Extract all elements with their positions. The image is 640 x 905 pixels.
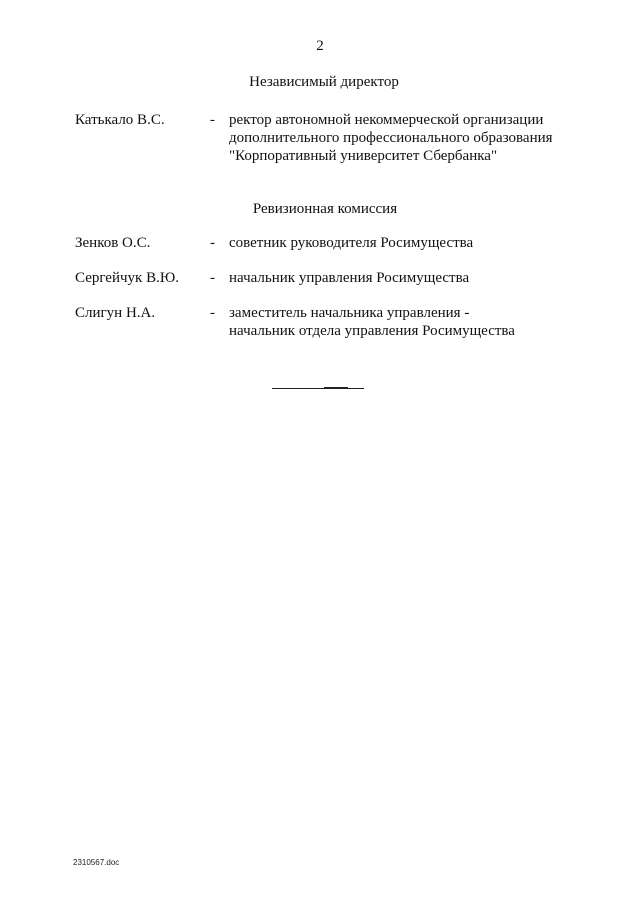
member-description: [229, 234, 473, 252]
section-heading-audit-commission: Ревизионная комиссия: [252, 201, 398, 217]
member-description: [229, 111, 553, 165]
description-line: начальник управления Росимущества: [229, 270, 470, 286]
member-name: Слигун Н.А.: [75, 305, 156, 321]
member-dash: -: [210, 270, 215, 286]
description-line: советник руководителя Росимущества: [229, 235, 474, 251]
member-name: Катькало В.С.: [75, 112, 165, 128]
member-name: Сергейчук В.Ю.: [75, 270, 179, 286]
description-line: "Корпоративный университет Сбербанка": [229, 148, 498, 164]
page-number: 2: [316, 38, 324, 54]
description-line: дополнительного профессионального образования: [229, 130, 553, 146]
member-description: [229, 304, 515, 340]
description-line: начальник отдела управления Росимущества: [229, 323, 515, 339]
end-of-list-rule: [272, 388, 364, 389]
member-dash: -: [210, 305, 215, 321]
member-dash: -: [210, 235, 215, 251]
section-heading-independent-director: Независимый директор: [249, 74, 399, 90]
description-line: заместитель начальника управления -: [229, 305, 470, 321]
description-line: ректор автономной некоммерческой организации: [229, 112, 544, 128]
member-dash: -: [210, 112, 215, 128]
member-name: Зенков О.С.: [75, 235, 151, 251]
member-description: [229, 269, 469, 287]
file-reference: 2310567.doc: [73, 858, 120, 867]
